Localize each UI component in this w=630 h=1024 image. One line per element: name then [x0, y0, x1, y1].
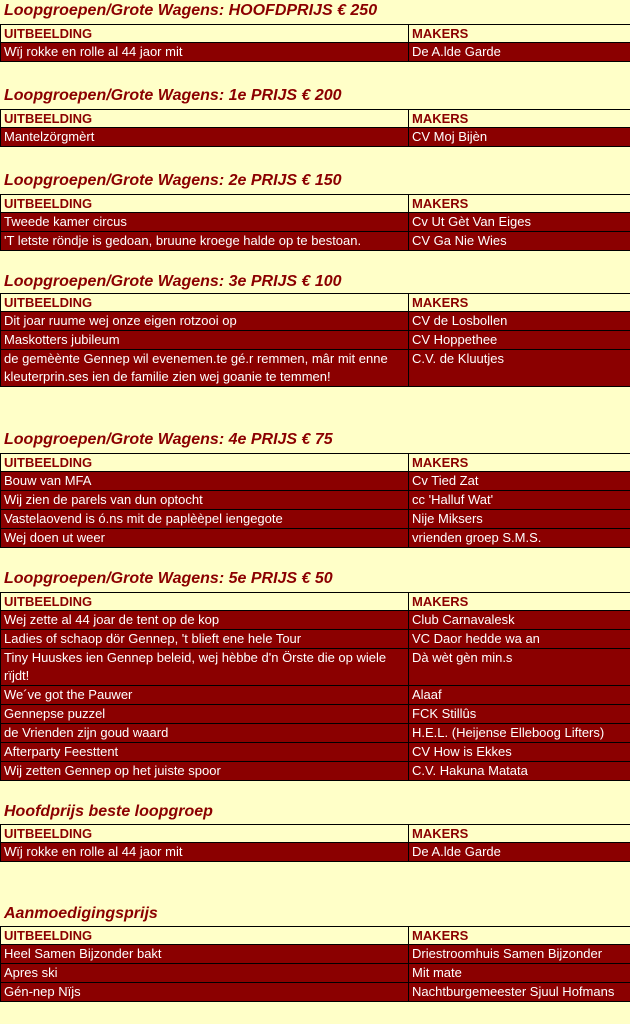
table-row: [1, 232, 630, 251]
cell-uitbeelding: Wij zetten Gennep op het juiste spoor: [1, 762, 409, 781]
table-header-row: [1, 593, 630, 611]
section-title: Aanmoedigingsprijs: [4, 905, 158, 922]
prize-table: [0, 592, 630, 781]
header-uitbeelding: UITBEELDING: [1, 25, 409, 43]
cell-uitbeelding: Dit joar ruume wej onze eigen rotzooi op: [1, 312, 409, 331]
header-uitbeelding: UITBEELDING: [1, 294, 409, 312]
header-makers: MAKERS: [409, 25, 630, 43]
cell-uitbeelding: de gemèènte Gennep wil evenemen.te gé.r remmen, mâr mit enne kleuterprin.ses ien de familie zien wej goanie te temmen!: [1, 350, 409, 387]
cell-makers: H.E.L. (Heijense Elleboog Lifters): [409, 724, 630, 743]
cell-uitbeelding: Wïj rokke en rolle al 44 jaor mit: [1, 43, 409, 62]
cell-uitbeelding: Heel Samen Bijzonder bakt: [1, 945, 409, 964]
prize-table: [0, 824, 630, 862]
table-header-row: [1, 25, 630, 43]
prize-table: [0, 109, 630, 147]
cell-uitbeelding: Wij zien de parels van dun optocht: [1, 491, 409, 510]
section-title: Loopgroepen/Grote Wagens: 4e PRIJS € 75: [4, 431, 333, 448]
cell-makers: CV Hoppethee: [409, 331, 630, 350]
table-row: [1, 43, 630, 62]
table-row: [1, 312, 630, 331]
cell-uitbeelding: Apres ski: [1, 964, 409, 983]
cell-makers: CV de Losbollen: [409, 312, 630, 331]
header-uitbeelding: UITBEELDING: [1, 195, 409, 213]
cell-uitbeelding: Tiny Huuskes ien Gennep beleid, wej hèbbe d'n Örste die op wiele rïjdt!: [1, 649, 409, 686]
table-row: [1, 686, 630, 705]
table-row: [1, 128, 630, 147]
header-makers: MAKERS: [409, 454, 630, 472]
cell-makers: vrienden groep S.M.S.: [409, 529, 630, 548]
cell-uitbeelding: Tweede kamer circus: [1, 213, 409, 232]
header-uitbeelding: UITBEELDING: [1, 454, 409, 472]
cell-makers: C.V. Hakuna Matata: [409, 762, 630, 781]
cell-makers: Nije Miksers: [409, 510, 630, 529]
cell-uitbeelding: Wej zette al 44 joar de tent op de kop: [1, 611, 409, 630]
table-row: [1, 630, 630, 649]
cell-makers: Cv Ut Gèt Van Eiges: [409, 213, 630, 232]
table-row: [1, 743, 630, 762]
table-header-row: [1, 454, 630, 472]
header-makers: MAKERS: [409, 825, 630, 843]
table-row: [1, 491, 630, 510]
cell-makers: Driestroomhuis Samen Bijzonder: [409, 945, 630, 964]
table-row: [1, 945, 630, 964]
cell-uitbeelding: Gén-nep Nïjs: [1, 983, 409, 1002]
cell-makers: Nachtburgemeester Sjuul Hofmans: [409, 983, 630, 1002]
section-title: Loopgroepen/Grote Wagens: 5e PRIJS € 50: [4, 570, 333, 587]
cell-uitbeelding: 'T letste röndje is gedoan, bruune kroege halde op te bestoan.: [1, 232, 409, 251]
cell-uitbeelding: Vastelaovend is ó.ns mit de paplèèpel iengegote: [1, 510, 409, 529]
table-row: [1, 983, 630, 1002]
cell-makers: CV How is Ekkes: [409, 743, 630, 762]
table-header-row: [1, 110, 630, 128]
table-row: [1, 843, 630, 862]
table-row: [1, 762, 630, 781]
header-makers: MAKERS: [409, 294, 630, 312]
prize-table: [0, 453, 630, 548]
table-row: [1, 331, 630, 350]
table-row: [1, 611, 630, 630]
header-uitbeelding: UITBEELDING: [1, 927, 409, 945]
header-uitbeelding: UITBEELDING: [1, 825, 409, 843]
cell-uitbeelding: We´ve got the Pauwer: [1, 686, 409, 705]
cell-uitbeelding: Mantelzörgmèrt: [1, 128, 409, 147]
table-row: [1, 510, 630, 529]
table-row: [1, 529, 630, 548]
cell-uitbeelding: Gennepse puzzel: [1, 705, 409, 724]
header-makers: MAKERS: [409, 110, 630, 128]
cell-uitbeelding: Wej doen ut weer: [1, 529, 409, 548]
section-title: Loopgroepen/Grote Wagens: 2e PRIJS € 150: [4, 172, 342, 189]
cell-makers: CV Ga Nie Wies: [409, 232, 630, 251]
table-header-row: [1, 825, 630, 843]
section-title: Hoofdprijs beste loopgroep: [4, 803, 213, 820]
cell-makers: CV Moj Bijèn: [409, 128, 630, 147]
prize-table: [0, 194, 630, 251]
section-title: Loopgroepen/Grote Wagens: HOOFDPRIJS € 250: [4, 2, 378, 19]
header-makers: MAKERS: [409, 593, 630, 611]
cell-makers: De A.lde Garde: [409, 43, 630, 62]
table-row: [1, 724, 630, 743]
cell-uitbeelding: Wïj rokke en rolle al 44 jaor mit: [1, 843, 409, 862]
header-uitbeelding: UITBEELDING: [1, 593, 409, 611]
cell-uitbeelding: de Vrienden zijn goud waard: [1, 724, 409, 743]
cell-makers: De A.lde Garde: [409, 843, 630, 862]
cell-makers: C.V. de Kluutjes: [409, 350, 630, 387]
cell-uitbeelding: Bouw van MFA: [1, 472, 409, 491]
cell-makers: VC Daor hedde wa an: [409, 630, 630, 649]
cell-uitbeelding: Maskotters jubileum: [1, 331, 409, 350]
cell-makers: Cv Tied Zat: [409, 472, 630, 491]
table-header-row: [1, 195, 630, 213]
cell-makers: Dà wèt gèn min.s: [409, 649, 630, 686]
table-row: [1, 649, 630, 686]
section-title: Loopgroepen/Grote Wagens: 1e PRIJS € 200: [4, 87, 342, 104]
cell-makers: Alaaf: [409, 686, 630, 705]
table-row: [1, 705, 630, 724]
header-uitbeelding: UITBEELDING: [1, 110, 409, 128]
table-row: [1, 213, 630, 232]
prize-table: [0, 926, 630, 1002]
cell-makers: Club Carnavalesk: [409, 611, 630, 630]
table-row: [1, 964, 630, 983]
prize-table: [0, 293, 630, 387]
cell-makers: cc 'Halluf Wat': [409, 491, 630, 510]
prize-table: [0, 24, 630, 62]
cell-makers: FCK Stillûs: [409, 705, 630, 724]
table-row: [1, 350, 630, 387]
header-makers: MAKERS: [409, 927, 630, 945]
table-header-row: [1, 294, 630, 312]
cell-uitbeelding: Ladies of schaop dör Gennep, 't blieft ene hele Tour: [1, 630, 409, 649]
table-row: [1, 472, 630, 491]
table-header-row: [1, 927, 630, 945]
section-title: Loopgroepen/Grote Wagens: 3e PRIJS € 100: [4, 273, 342, 290]
cell-makers: Mit mate: [409, 964, 630, 983]
header-makers: MAKERS: [409, 195, 630, 213]
cell-uitbeelding: Afterparty Feesttent: [1, 743, 409, 762]
